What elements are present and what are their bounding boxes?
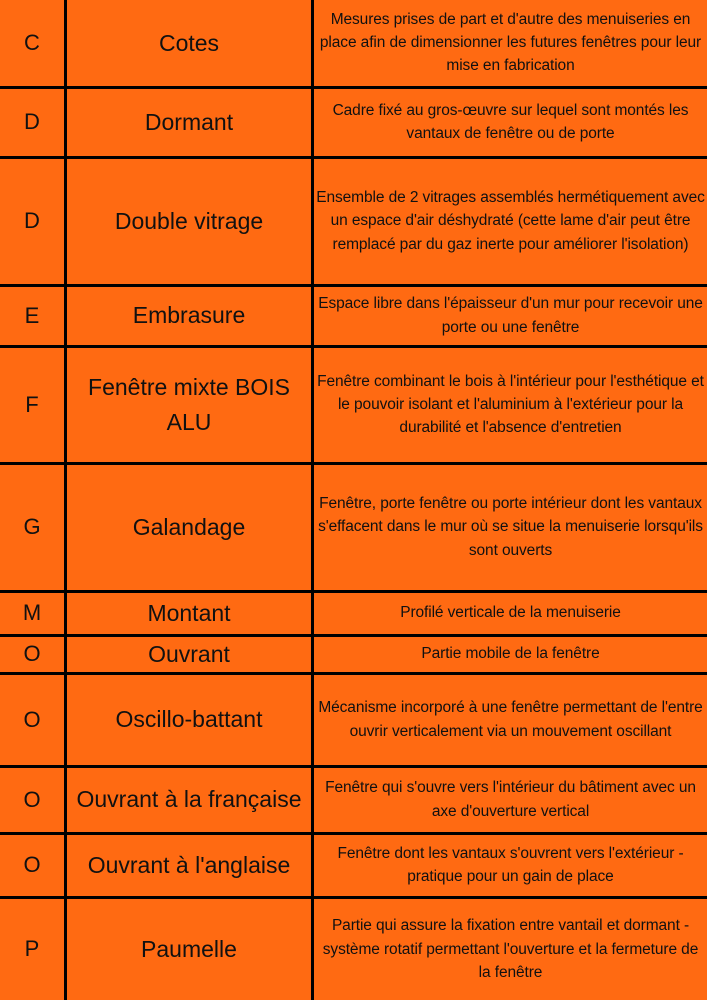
row-definition: Ensemble de 2 vitrages assemblés hermétiquement avec un espace d'air déshydraté (cette lame d'air peut être remplacé par du gaz inerte pour améliorer l'isolation)	[313, 157, 707, 285]
row-letter: O	[0, 833, 66, 897]
row-term: Galandage	[66, 463, 313, 591]
row-letter: F	[0, 346, 66, 463]
row-definition: Mesures prises de part et d'autre des menuiseries en place afin de dimensionner les futures fenêtres pour leur mise en fabrication	[313, 0, 707, 87]
row-term: Dormant	[66, 87, 313, 157]
row-definition: Mécanisme incorporé à une fenêtre permettant de l'entre ouvrir verticalement via un mouvement oscillant	[313, 673, 707, 766]
glossary-row	[0, 157, 707, 285]
row-letter: O	[0, 673, 66, 766]
glossary-row	[0, 346, 707, 463]
row-definition: Profilé verticale de la menuiserie	[313, 591, 707, 635]
row-definition: Fenêtre, porte fenêtre ou porte intérieur dont les vantaux s'effacent dans le mur où se situe la menuiserie lorsqu'ils sont ouverts	[313, 463, 707, 591]
row-definition: Fenêtre dont les vantaux s'ouvrent vers l'extérieur - pratique pour un gain de place	[313, 833, 707, 897]
row-term: Montant	[66, 591, 313, 635]
row-definition: Partie qui assure la fixation entre vantail et dormant - système rotatif permettant l'ouverture et la fermeture de la fenêtre	[313, 897, 707, 1000]
row-letter: M	[0, 591, 66, 635]
glossary-row	[0, 766, 707, 833]
glossary-row	[0, 87, 707, 157]
row-letter: C	[0, 0, 66, 87]
glossary-row	[0, 673, 707, 766]
row-letter: P	[0, 897, 66, 1000]
row-letter: O	[0, 635, 66, 673]
row-definition: Espace libre dans l'épaisseur d'un mur pour recevoir une porte ou une fenêtre	[313, 285, 707, 346]
row-definition: Fenêtre qui s'ouvre vers l'intérieur du bâtiment avec un axe d'ouverture vertical	[313, 766, 707, 833]
row-term: Cotes	[66, 0, 313, 87]
row-letter: G	[0, 463, 66, 591]
glossary-row	[0, 591, 707, 635]
glossary-row	[0, 635, 707, 673]
glossary-row	[0, 463, 707, 591]
glossary-row	[0, 285, 707, 346]
row-term: Fenêtre mixte BOIS ALU	[66, 346, 313, 463]
row-definition: Cadre fixé au gros-œuvre sur lequel sont montés les vantaux de fenêtre ou de porte	[313, 87, 707, 157]
row-term: Ouvrant à la française	[66, 766, 313, 833]
glossary-row	[0, 0, 707, 87]
row-definition: Fenêtre combinant le bois à l'intérieur pour l'esthétique et le pouvoir isolant et l'aluminium à l'extérieur pour la durabilité et l'absence d'entretien	[313, 346, 707, 463]
row-term: Embrasure	[66, 285, 313, 346]
row-term: Double vitrage	[66, 157, 313, 285]
row-letter: D	[0, 87, 66, 157]
row-term: Ouvrant à l'anglaise	[66, 833, 313, 897]
glossary-row	[0, 833, 707, 897]
row-letter: O	[0, 766, 66, 833]
row-term: Ouvrant	[66, 635, 313, 673]
row-definition: Partie mobile de la fenêtre	[313, 635, 707, 673]
glossary-row	[0, 897, 707, 1000]
row-letter: D	[0, 157, 66, 285]
row-term: Paumelle	[66, 897, 313, 1000]
row-term: Oscillo-battant	[66, 673, 313, 766]
row-letter: E	[0, 285, 66, 346]
